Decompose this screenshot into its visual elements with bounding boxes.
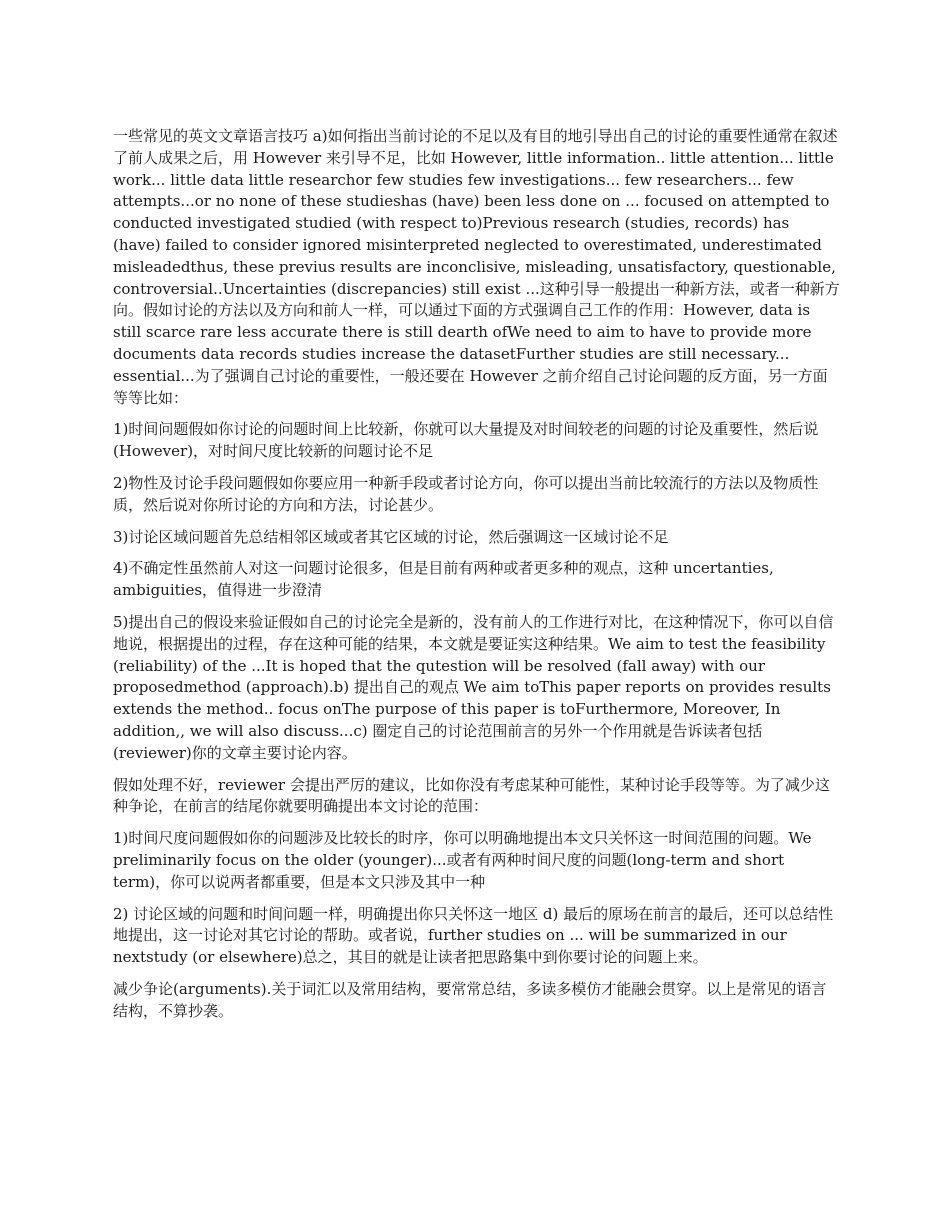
paragraph-region-scope: 2) 讨论区域的问题和时间问题一样，明确提出你只关怀这一地区 d) 最后的原场在前言的最后，还可以总结性地提出，这一讨论对其它讨论的帮助。或者说，further studies on ... will be summarized in our nextstudy (or elsewhere)总之，其目的就是让读者把思路集中到你要讨论的问题上来。 [113,904,834,967]
paragraph-intro: 一些常见的英文文章语言技巧 a)如何指出当前讨论的不足以及有目的地引导出自己的讨论的重要性通常在叙述了前人成果之后，用 However 来引导不足，比如 However, little information.. little attention... little work... little data little researchor few studies few investigations... few researchers... few attempts...or no none of these studieshas (have) been less done on ... focused on attempted to conducted investigated studied (with respect to)Previous research (studies, records) has (have) failed to consider ignored misinterpreted neglected to overestimated, underestimated misleadedthus, these previus results are inconclisive, misleading, unsatisfactory, questionable, controversial..Uncertainties (discrepancies) still exist ...这种引导一般提出一种新方法，或者一种新方向。假如讨论的方法以及方向和前人一样，可以通过下面的方式强调自己工作的作用：However, data is still scarce rare less accurate there is still dearth ofWe need to aim to have to provide more documents data records studies increase the datasetFurther studies are still necessary... essential...为了强调自己讨论的重要性，一般还要在 However 之前介绍自己讨论问题的反方面，另一方面等等比如： [113,127,840,407]
paragraph-conclusion: 减少争论(arguments).关于词汇以及常用结构，要常常总结，多读多模仿才能融会贯穿。以上是常见的语言结构，不算抄袭。 [113,979,827,1020]
paragraph-hypothesis: 5)提出自己的假设来验证假如自己的讨论完全是新的，没有前人的工作进行对比，在这种情况下，你可以自信地说，根据提出的过程，存在这种可能的结果，本文就是要证实这种结果。We aim to test the feasibility (reliability) of the ...It is hoped that the qutestion will be resolved (fall away) with our proposedmethod (approach).b) 提出自己的观点 We aim toThis paper reports on provides results extends the method.. focus onThe purpose of this paper is toFurthermore, Moreover, In addition,, we will also discuss...c) 圈定自己的讨论范围前言的另外一个作用就是告诉读者包括(reviewer)你的文章主要讨论内容。 [113,612,834,762]
paragraph-time-issue: 1)时间问题假如你讨论的问题时间上比较新，你就可以大量提及对时间较老的问题的讨论及重要性，然后说(However)，对时间尺度比较新的问题讨论不足 [113,420,819,461]
paragraph-timescale: 1)时间尺度问题假如你的问题涉及比较长的时序，你可以明确地提出本文只关怀这一时间范围的问题。We preliminarily focus on the older (younger)...或者有两种时间尺度的问题(long-term and short term)，你可以说两者都重要，但是本文只涉及其中一种 [113,829,812,891]
paragraph-reviewer: 假如处理不好，reviewer 会提出严厉的建议，比如你没有考虑某种可能性，某种讨论手段等等。为了减少这种争论，在前言的结尾你就要明确提出本文讨论的范围： [113,775,830,816]
paragraph-region-issue: 3)讨论区域问题首先总结相邻区域或者其它区域的讨论，然后强调这一区域讨论不足 [113,527,669,546]
paragraph-method-issue: 2)物性及讨论手段问题假如你要应用一种新手段或者讨论方向，你可以提出当前比较流行的方法以及物质性质，然后说对你所讨论的方向和方法，讨论甚少。 [113,473,819,514]
document-body [113,126,841,1032]
paragraph-uncertainty: 4)不确定性虽然前人对这一问题讨论很多，但是目前有两种或者更多种的观点，这种 uncertanties, ambiguities，值得进一步澄清 [113,559,774,600]
